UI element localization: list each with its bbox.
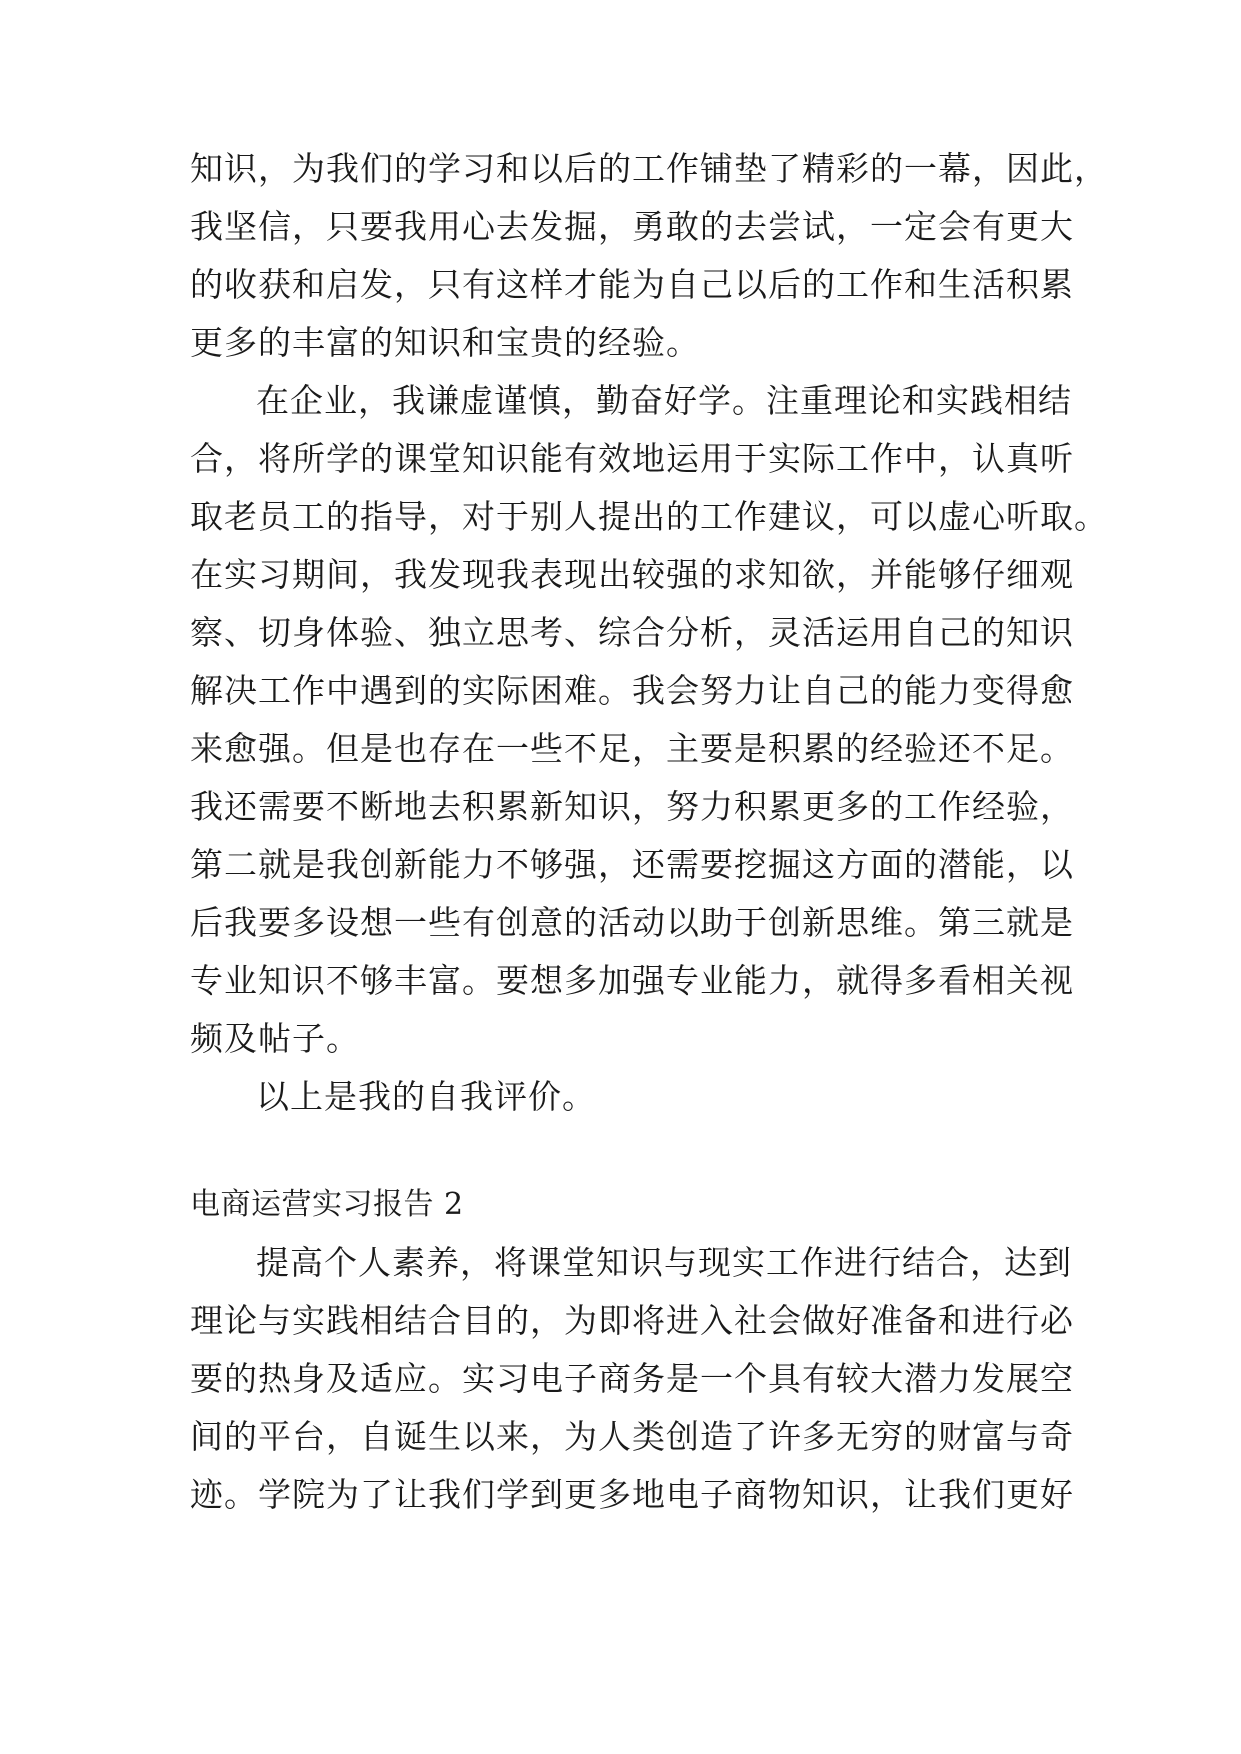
- paragraph-3-line-1: 以上是我的自我评价。: [256, 1077, 596, 1116]
- paragraph-2-line-11: 专业知识不够丰富。要想多加强专业能力，就得多看相关视: [190, 961, 1074, 1000]
- paragraph-4-line-4: 间的平台，自诞生以来，为人类创造了许多无穷的财富与奇: [190, 1417, 1074, 1456]
- paragraph-2-line-2: 合，将所学的课堂知识能有效地运用于实际工作中，认真听: [190, 439, 1074, 478]
- paragraph-4-line-3: 要的热身及适应。实习电子商务是一个具有较大潜力发展空: [190, 1359, 1074, 1398]
- paragraph-2-line-3: 取老员工的指导，对于别人提出的工作建议，可以虚心听取。: [190, 497, 1108, 536]
- paragraph-1-line-4: 更多的丰富的知识和宝贵的经验。: [190, 323, 700, 362]
- paragraph-2-line-1: 在企业，我谦虚谨慎，勤奋好学。注重理论和实践相结: [256, 381, 1072, 420]
- paragraph-4-line-2: 理论与实践相结合目的，为即将进入社会做好准备和进行必: [190, 1301, 1074, 1340]
- paragraph-1-line-2: 我坚信，只要我用心去发掘，勇敢的去尝试，一定会有更大: [190, 207, 1074, 246]
- paragraph-2-line-6: 解决工作中遇到的实际困难。我会努力让自己的能力变得愈: [190, 671, 1074, 710]
- paragraph-2-line-8: 我还需要不断地去积累新知识，努力积累更多的工作经验，: [190, 787, 1074, 826]
- paragraph-2-line-9: 第二就是我创新能力不够强，还需要挖掘这方面的潜能，以: [190, 845, 1074, 884]
- paragraph-4-line-5: 迹。学院为了让我们学到更多地电子商物知识，让我们更好: [190, 1475, 1074, 1514]
- paragraph-2-line-5: 察、切身体验、独立思考、综合分析，灵活运用自己的知识: [190, 613, 1074, 652]
- paragraph-4-line-1: 提高个人素养，将课堂知识与现实工作进行结合，达到: [256, 1243, 1072, 1282]
- section-heading: 电商运营实习报告 2: [190, 1187, 464, 1222]
- paragraph-2-line-7: 来愈强。但是也存在一些不足，主要是积累的经验还不足。: [190, 729, 1074, 768]
- paragraph-2-line-4: 在实习期间，我发现我表现出较强的求知欲，并能够仔细观: [190, 555, 1074, 594]
- paragraph-1-line-1: 知识，为我们的学习和以后的工作铺垫了精彩的一幕，因此，: [190, 149, 1108, 188]
- paragraph-1-line-3: 的收获和启发，只有这样才能为自己以后的工作和生活积累: [190, 265, 1074, 304]
- paragraph-2-line-10: 后我要多设想一些有创意的活动以助于创新思维。第三就是: [190, 903, 1074, 942]
- paragraph-2-line-12: 频及帖子。: [190, 1019, 360, 1058]
